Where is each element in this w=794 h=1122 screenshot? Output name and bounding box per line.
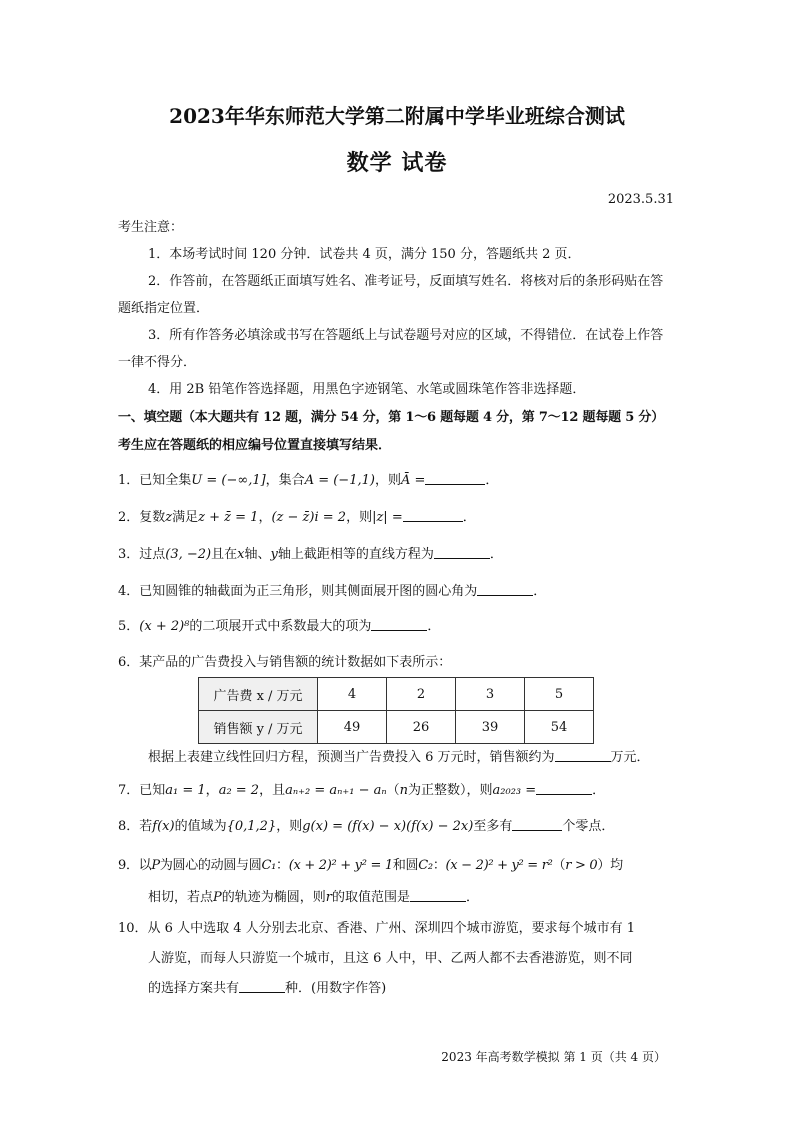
answer-blank xyxy=(434,546,490,559)
notice-item-3-cont: 一律不得分． xyxy=(118,355,197,370)
exam-subtitle: 数学 试卷 xyxy=(346,150,448,176)
question-9: 9．以P为圆心的动圆与圆C₁：(x + 2)² + y² = 1和圆C₂：(x − 2)² + y² = r²（r > 0）均 xyxy=(118,858,623,873)
table-cell: 4 xyxy=(318,678,387,711)
notice-item-1: 1．本场考试时间 120 分钟．试卷共 4 页，满分 150 分，答题纸共 2 页． xyxy=(148,247,581,262)
table-cell: 49 xyxy=(318,711,387,744)
table-header-ad-cost: 广告费 x / 万元 xyxy=(199,678,318,711)
notice-item-4: 4．用 2B 铅笔作答选择题，用黑色字迹钢笔、水笔或圆珠笔作答非选择题． xyxy=(148,382,586,397)
question-9-cont: 相切，若点P的轨迹为椭圆，则r的取值范围是 ． xyxy=(148,890,480,905)
notice-item-2: 2．作答前，在答题纸正面填写姓名、准考证号，反面填写姓名．将核对后的条形码贴在答 xyxy=(148,274,664,289)
answer-blank xyxy=(477,583,533,596)
question-10-line2: 人游览，而每人只游览一个城市，且这 6 人中，甲、乙两人都不去香港游览，则不同 xyxy=(148,951,633,966)
question-2: 2．复数z满足z + z̄ = 1，(z − z̄)i = 2，则|z| = ． xyxy=(118,510,476,525)
notice-item-3: 3．所有作答务必填涂或书写在答题纸上与试卷题号对应的区域，不得错位．在试卷上作答 xyxy=(148,328,664,343)
question-10-line3: 的选择方案共有 种．(用数字作答) xyxy=(148,981,387,996)
table-header-sales: 销售额 y / 万元 xyxy=(199,711,318,744)
table-cell: 2 xyxy=(387,678,456,711)
exam-title: 2023年华东师范大学第二附属中学毕业班综合测试 xyxy=(169,104,625,128)
answer-blank xyxy=(536,782,592,795)
question-5: 5．(x + 2)⁸的二项展开式中系数最大的项为 ． xyxy=(118,619,441,634)
notice-heading: 考生注意： xyxy=(118,220,184,235)
answer-blank xyxy=(239,980,285,993)
question-6-followup: 根据上表建立线性回归方程，预测当广告费投入 6 万元时，销售额约为 万元． xyxy=(148,750,650,765)
section-heading: 一、填空题（本大题共有 12 题，满分 54 分，第 1～6 题每题 4 分，第 7～12 题每题 5 分） xyxy=(118,410,665,425)
math-complement: Ā = xyxy=(400,473,426,488)
table-cell: 5 xyxy=(525,678,594,711)
question-7: 7．已知a₁ = 1，a₂ = 2，且aₙ₊₂ = aₙ₊₁ − aₙ（n为正整数），则a₂₀₂₃ = ． xyxy=(118,783,606,798)
data-table xyxy=(198,677,594,744)
table-row xyxy=(199,711,594,744)
question-1: 1．已知全集U = (−∞,1]，集合A = (−1,1)，则Ā = ． xyxy=(118,473,499,488)
page-footer: 2023 年高考数学模拟 第 1 页（共 4 页） xyxy=(441,1050,666,1064)
question-4: 4．已知圆锥的轴截面为正三角形，则其侧面展开图的圆心角为 ． xyxy=(118,584,547,599)
answer-blank xyxy=(403,509,463,522)
question-3: 3．过点(3, −2)且在x轴、y轴上截距相等的直线方程为 ． xyxy=(118,547,503,562)
exam-date: 2023.5.31 xyxy=(607,192,674,207)
answer-blank xyxy=(512,818,562,831)
table-cell: 3 xyxy=(456,678,525,711)
table-cell: 54 xyxy=(525,711,594,744)
table-cell: 26 xyxy=(387,711,456,744)
section-instruction: 考生应在答题纸的相应编号位置直接填写结果． xyxy=(118,438,392,453)
math-u: U = (−∞,1] xyxy=(191,473,266,488)
question-8: 8．若f(x)的值域为{0,1,2}，则g(x) = (f(x) − x)(f(x) − 2x)至多有 个零点． xyxy=(118,819,615,834)
notice-item-2-cont: 题纸指定位置． xyxy=(118,301,210,316)
answer-blank xyxy=(371,618,427,631)
answer-blank xyxy=(425,472,485,485)
answer-blank xyxy=(555,749,611,762)
table-cell: 39 xyxy=(456,711,525,744)
question-6: 6．某产品的广告费投入与销售额的统计数据如下表所示： xyxy=(118,655,452,670)
table-row xyxy=(199,678,594,711)
math-a: A = (−1,1) xyxy=(304,473,375,488)
answer-blank xyxy=(410,889,466,902)
question-10: 10．从 6 人中选取 4 人分别去北京、香港、广州、深圳四个城市游览，要求每个城市有 1 xyxy=(118,921,636,936)
